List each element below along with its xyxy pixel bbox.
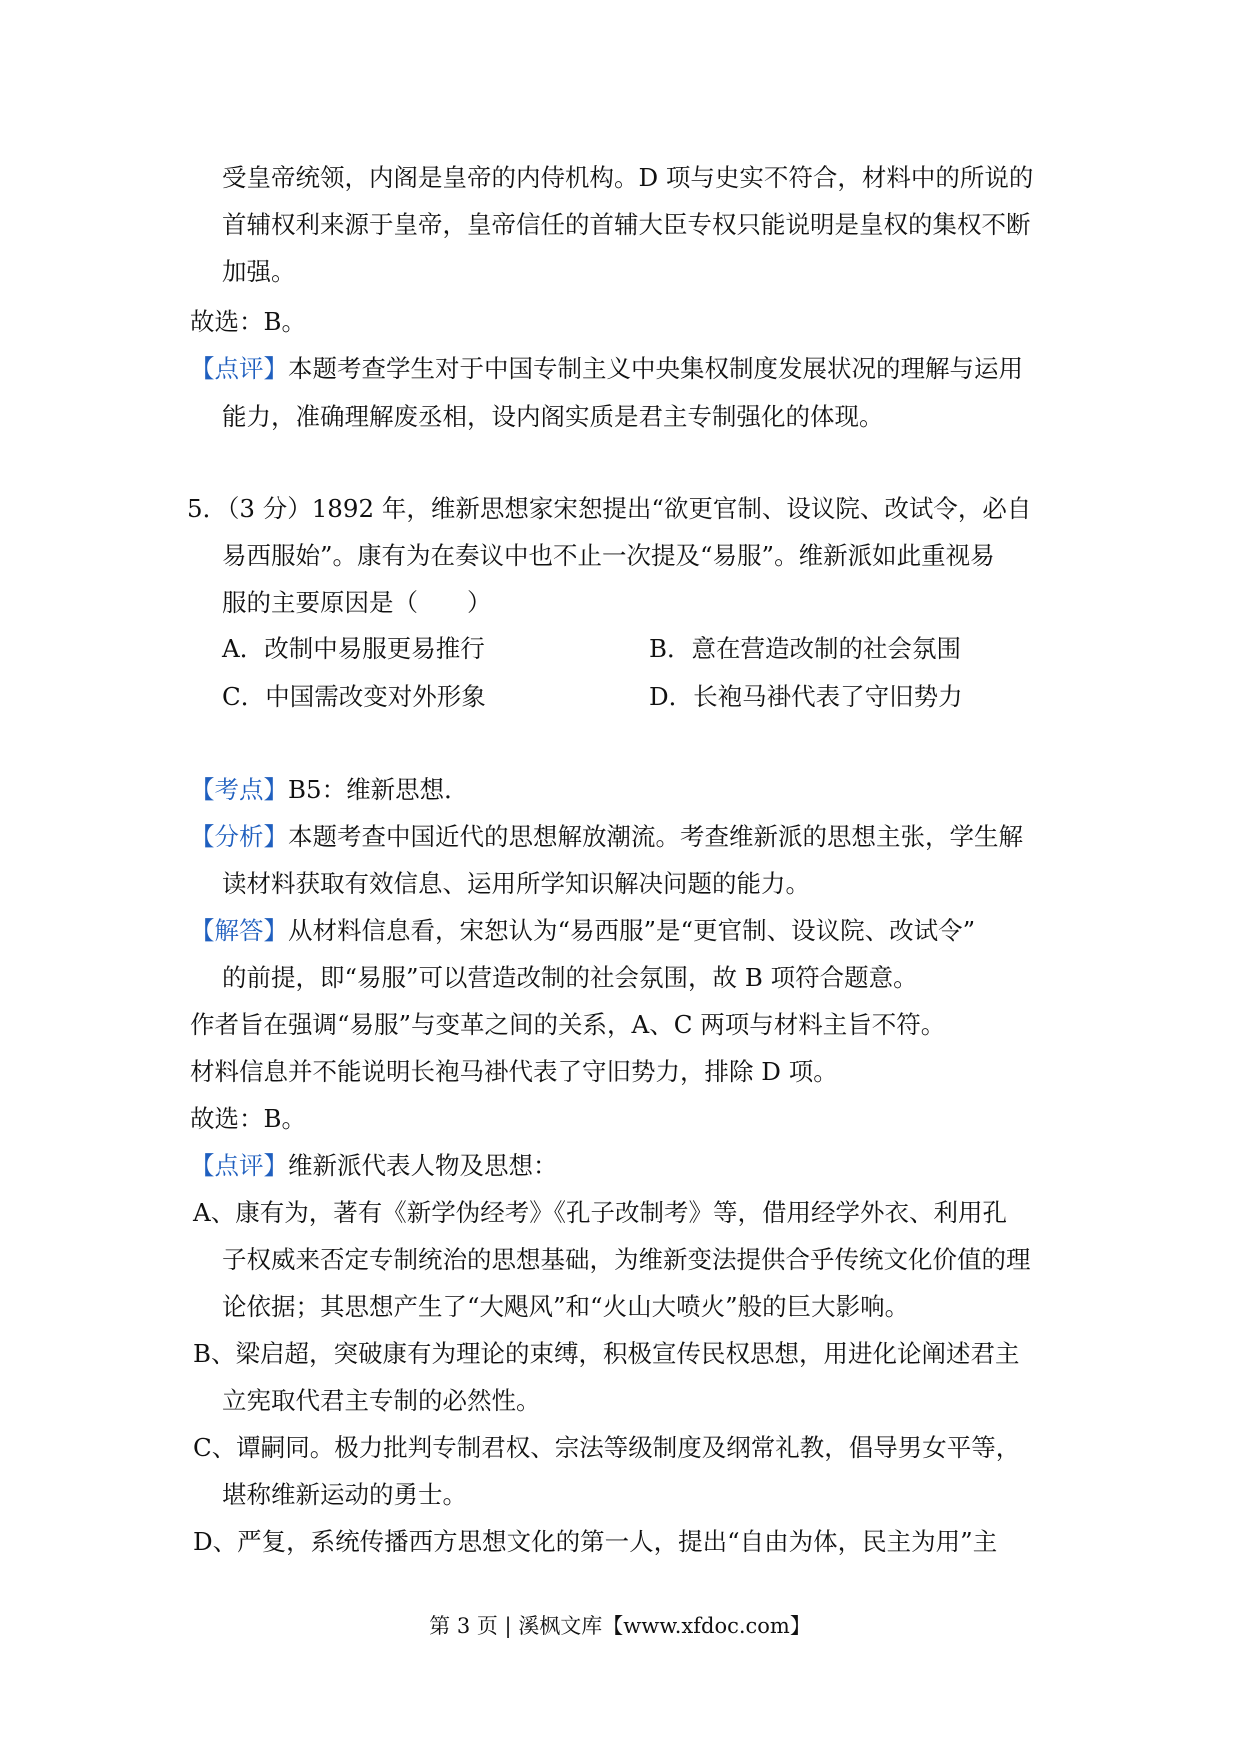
item-d-line-1: D、严复，系统传播西方思想文化的第一人，提出“自由为体，民主为用”主: [193, 1527, 998, 1556]
extra-line-1: 作者旨在强调“易服”与变革之间的关系，A、C 两项与材料主旨不符。: [190, 1010, 946, 1039]
fenxi-text-1: 本题考查中国近代的思想解放潮流。考查维新派的思想主张，学生解: [288, 822, 1023, 851]
kaodian-text: B5：维新思想．: [288, 775, 469, 804]
item-b-line-2: 立宪取代君主专制的必然性。: [222, 1386, 541, 1415]
extra-line-2: 材料信息并不能说明长袍马褂代表了守旧势力，排除 D 项。: [190, 1057, 838, 1086]
fenxi: [190, 822, 1023, 852]
jieda-label: 【解答】: [190, 916, 288, 945]
item-a-line-3: 论依据；其思想产生了“大飓风”和“火山大喷火”般的巨大影响。: [222, 1292, 910, 1321]
prev-answer-line-3: 加强。: [222, 257, 296, 286]
option-c: C．中国需改变对外形象: [222, 682, 486, 711]
item-c-line-2: 堪称维新运动的勇士。: [222, 1480, 467, 1509]
prev-answer-line-1: 受皇帝统领，内阁是皇帝的内侍机构。D 项与史实不符合，材料中的所说的: [222, 163, 1034, 192]
dianping-label: 【点评】: [190, 1151, 288, 1180]
option-b: B．意在营造改制的社会氛围: [649, 634, 962, 663]
option-a: A．改制中易服更易推行: [222, 634, 485, 663]
dianping-text: 维新派代表人物及思想：: [288, 1151, 558, 1180]
jieda-text-2: 的前提，即“易服”可以营造改制的社会氛围，故 B 项符合题意。: [222, 963, 918, 992]
prev-comment: [190, 354, 1023, 384]
item-b-line-1: B、梁启超，突破康有为理论的束缚，积极宣传民权思想，用进化论阐述君主: [193, 1339, 1020, 1368]
answer-choice: 故选：B。: [190, 1104, 307, 1133]
comment-text-2: 能力，准确理解废丞相，设内阁实质是君主专制强化的体现。: [222, 402, 884, 431]
question-text-3: 服的主要原因是（ ）: [222, 588, 492, 617]
question-line-1: [187, 494, 1031, 524]
item-a-line-2: 子权威来否定专制统治的思想基础，为维新变法提供合乎传统文化价值的理: [222, 1245, 1031, 1274]
jieda: [190, 916, 975, 946]
item-a-line-1: A、康有为，著有《新学伪经考》《孔子改制考》等，借用经学外衣、利用孔: [193, 1198, 1007, 1227]
jieda-text-1: 从材料信息看，宋恕认为“易西服”是“更官制、设议院、改试令”: [288, 916, 976, 945]
comment-text-1: 本题考查学生对于中国专制主义中央集权制度发展状况的理解与运用: [288, 354, 1023, 383]
kaodian: [190, 775, 469, 805]
page-footer: 第 3 页 | 溪枫文库【www.xfdoc.com】: [429, 1614, 811, 1638]
comment-label: 【点评】: [190, 354, 288, 383]
prev-answer-line-2: 首辅权利来源于皇帝，皇帝信任的首辅大臣专权只能说明是皇权的集权不断: [222, 210, 1031, 239]
question-text-1: （3 分）1892 年，维新思想家宋恕提出“欲更官制、设议院、改试令，必自: [227, 494, 1032, 523]
option-d: D．长袍马褂代表了守旧势力: [649, 682, 963, 711]
dianping: [190, 1151, 558, 1181]
fenxi-text-2: 读材料获取有效信息、运用所学知识解决问题的能力。: [222, 869, 810, 898]
fenxi-label: 【分析】: [190, 822, 288, 851]
prev-answer-choice: 故选：B。: [190, 307, 307, 336]
question-text-2: 易西服始”。康有为在奏议中也不止一次提及“易服”。维新派如此重视易: [222, 541, 995, 570]
kaodian-label: 【考点】: [190, 775, 288, 804]
item-c-line-1: C、谭嗣同。极力批判专制君权、宗法等级制度及纲常礼教，倡导男女平等，: [193, 1433, 1021, 1462]
question-number: 5．: [187, 494, 228, 523]
